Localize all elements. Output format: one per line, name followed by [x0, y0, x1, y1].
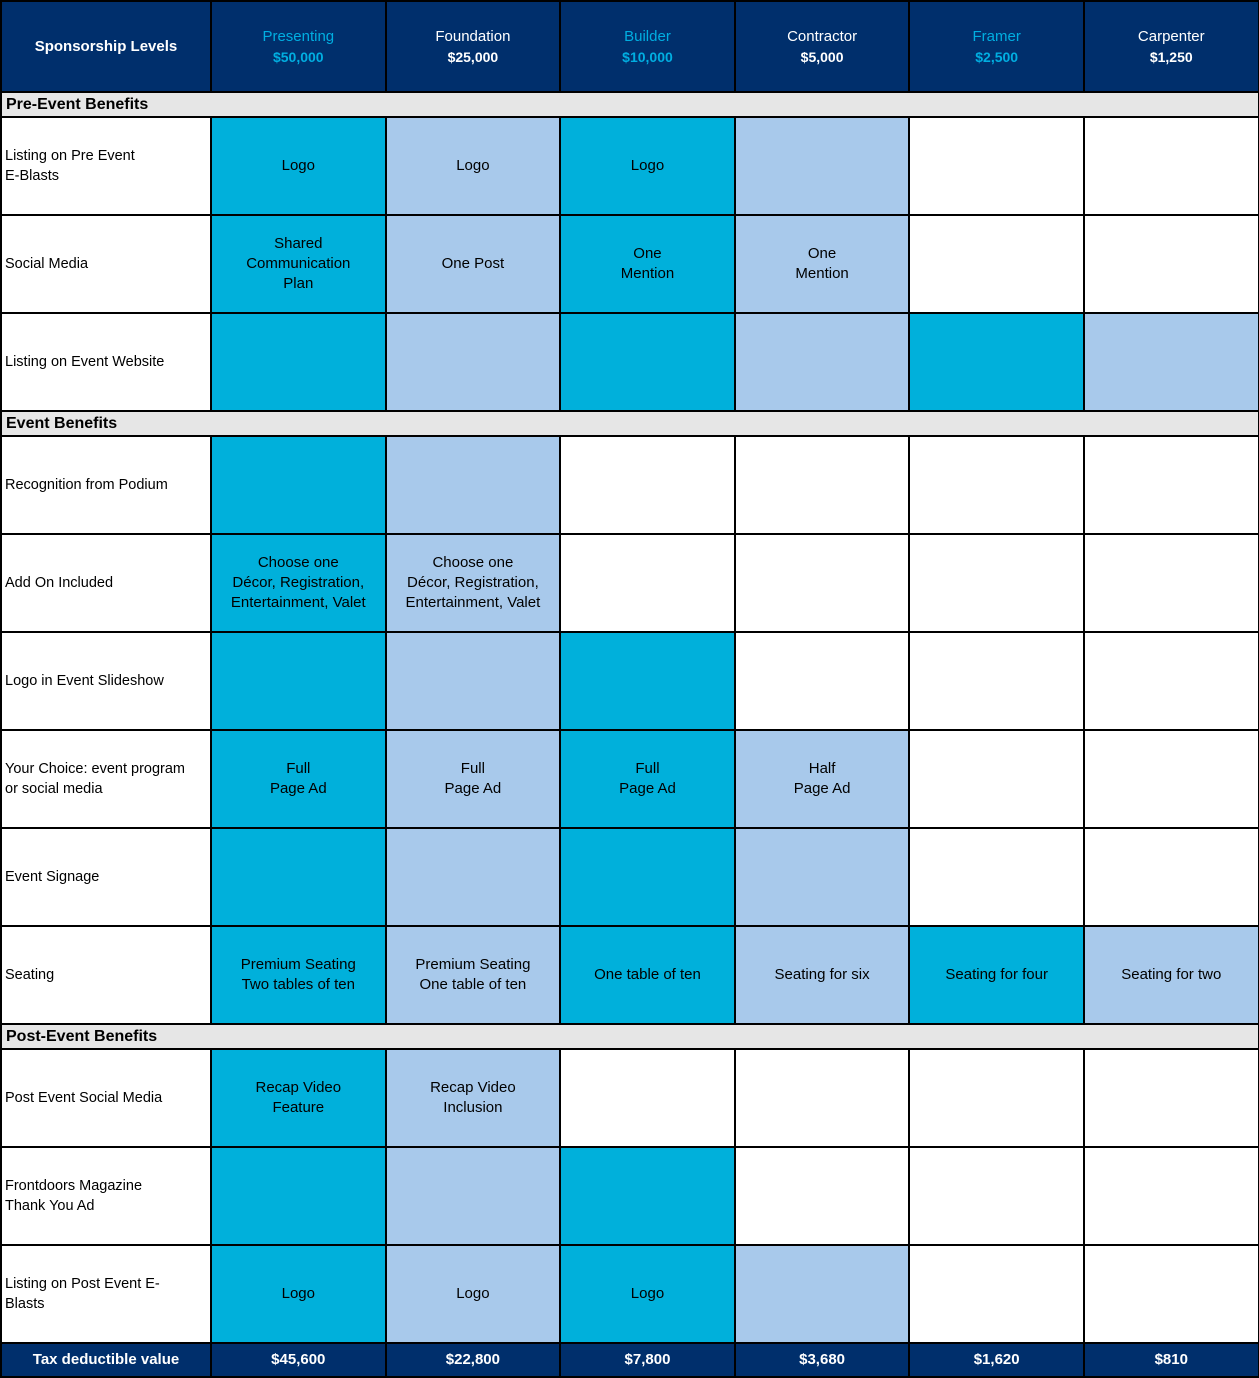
section-header-row: [1, 92, 1259, 117]
benefit-cell-builder: One table of ten: [560, 926, 735, 1024]
benefit-label: Event Signage: [1, 828, 211, 926]
benefit-cell-builder: [560, 632, 735, 730]
benefit-cell-foundation: [386, 436, 561, 534]
level-name: Foundation: [435, 27, 511, 45]
level-price: $10,000: [622, 48, 673, 65]
benefit-row: [1, 117, 1259, 215]
benefit-cell-carpenter: [1084, 117, 1259, 215]
benefit-row: [1, 313, 1259, 411]
benefit-row: [1, 926, 1259, 1024]
level-price: $50,000: [272, 48, 324, 65]
benefit-cell-framer: [909, 828, 1084, 926]
benefit-cell-contractor: [735, 436, 910, 534]
benefit-row: [1, 1049, 1259, 1147]
benefit-cell-builder: Logo: [560, 1245, 735, 1343]
benefit-row: [1, 828, 1259, 926]
benefit-cell-carpenter: Seating for two: [1084, 926, 1259, 1024]
benefit-row: [1, 1147, 1259, 1245]
benefit-cell-foundation: [386, 632, 561, 730]
benefit-row: [1, 436, 1259, 534]
benefit-label: Add On Included: [1, 534, 211, 632]
benefit-cell-framer: [909, 534, 1084, 632]
benefit-label: Listing on Post Event E- Blasts: [1, 1245, 211, 1343]
benefit-label: Post Event Social Media: [1, 1049, 211, 1147]
benefit-cell-foundation: [386, 828, 561, 926]
benefit-cell-builder: [560, 1049, 735, 1147]
sponsorship-table-body: [1, 1, 1259, 1377]
benefit-cell-builder: [560, 436, 735, 534]
benefit-cell-foundation: Logo: [386, 117, 561, 215]
benefit-cell-builder: Full Page Ad: [560, 730, 735, 828]
tax-value-builder: $7,800: [560, 1343, 735, 1377]
benefit-cell-builder: [560, 828, 735, 926]
benefit-cell-foundation: [386, 1147, 561, 1245]
benefit-cell-framer: [909, 1245, 1084, 1343]
level-header-carpenter: [1084, 1, 1259, 92]
tax-deductible-row: [1, 1343, 1259, 1377]
benefit-cell-contractor: One Mention: [735, 215, 910, 313]
benefit-cell-builder: One Mention: [560, 215, 735, 313]
benefit-cell-carpenter: [1084, 436, 1259, 534]
level-price: $2,500: [975, 48, 1019, 65]
tax-value-foundation: $22,800: [386, 1343, 561, 1377]
benefit-cell-foundation: Logo: [386, 1245, 561, 1343]
benefit-cell-foundation: Recap Video Inclusion: [386, 1049, 561, 1147]
level-price: $25,000: [447, 48, 499, 65]
benefit-cell-framer: [909, 117, 1084, 215]
benefit-cell-foundation: Premium Seating One table of ten: [386, 926, 561, 1024]
tax-value-carpenter: $810: [1084, 1343, 1259, 1377]
benefit-cell-carpenter: [1084, 730, 1259, 828]
benefit-cell-carpenter: [1084, 534, 1259, 632]
level-name: Presenting: [262, 27, 335, 45]
benefit-cell-carpenter: [1084, 828, 1259, 926]
benefit-cell-framer: [909, 632, 1084, 730]
benefit-cell-presenting: Recap Video Feature: [211, 1049, 386, 1147]
section-title: Event Benefits: [1, 411, 1259, 436]
benefit-cell-contractor: [735, 313, 910, 411]
benefit-cell-contractor: Half Page Ad: [735, 730, 910, 828]
benefit-cell-contractor: [735, 632, 910, 730]
section-header-row: [1, 1024, 1259, 1049]
benefit-label: Recognition from Podium: [1, 436, 211, 534]
level-price: $1,250: [1149, 48, 1193, 65]
benefit-cell-presenting: Logo: [211, 1245, 386, 1343]
level-name: Carpenter: [1137, 27, 1205, 45]
level-header-foundation: [386, 1, 561, 92]
level-name: Contractor: [787, 27, 858, 45]
benefit-cell-contractor: Seating for six: [735, 926, 910, 1024]
benefit-cell-carpenter: [1084, 215, 1259, 313]
tax-deductible-label: Tax deductible value: [1, 1343, 211, 1377]
level-header-presenting: [211, 1, 386, 92]
benefit-cell-foundation: One Post: [386, 215, 561, 313]
benefit-label: Logo in Event Slideshow: [1, 632, 211, 730]
level-header-contractor: [735, 1, 910, 92]
level-name: Framer: [972, 27, 1021, 45]
benefit-cell-presenting: [211, 436, 386, 534]
benefit-cell-presenting: Full Page Ad: [211, 730, 386, 828]
benefit-row: [1, 215, 1259, 313]
benefit-row: [1, 632, 1259, 730]
benefit-cell-framer: [909, 1049, 1084, 1147]
benefit-cell-framer: [909, 1147, 1084, 1245]
benefit-label: Listing on Event Website: [1, 313, 211, 411]
sponsorship-levels-label: Sponsorship Levels: [1, 1, 211, 92]
benefit-cell-foundation: [386, 313, 561, 411]
level-header-builder: [560, 1, 735, 92]
benefit-cell-contractor: [735, 1049, 910, 1147]
benefit-cell-builder: Logo: [560, 117, 735, 215]
benefit-label: Frontdoors Magazine Thank You Ad: [1, 1147, 211, 1245]
benefit-cell-carpenter: [1084, 632, 1259, 730]
header-row: [1, 1, 1259, 92]
benefit-row: [1, 1245, 1259, 1343]
benefit-cell-presenting: [211, 313, 386, 411]
benefit-cell-contractor: [735, 828, 910, 926]
benefit-cell-framer: [909, 436, 1084, 534]
benefit-cell-builder: [560, 1147, 735, 1245]
benefit-cell-builder: [560, 534, 735, 632]
benefit-cell-contractor: [735, 1245, 910, 1343]
benefit-cell-carpenter: [1084, 1245, 1259, 1343]
benefit-cell-builder: [560, 313, 735, 411]
tax-value-presenting: $45,600: [211, 1343, 386, 1377]
level-name: Builder: [624, 27, 671, 45]
section-title: Post-Event Benefits: [1, 1024, 1259, 1049]
tax-value-contractor: $3,680: [735, 1343, 910, 1377]
benefit-label: Social Media: [1, 215, 211, 313]
benefit-cell-presenting: Premium Seating Two tables of ten: [211, 926, 386, 1024]
benefit-cell-foundation: Full Page Ad: [386, 730, 561, 828]
level-price: $5,000: [800, 48, 844, 65]
benefit-cell-framer: Seating for four: [909, 926, 1084, 1024]
benefit-cell-framer: [909, 215, 1084, 313]
benefit-label: Listing on Pre Event E-Blasts: [1, 117, 211, 215]
section-title: Pre-Event Benefits: [1, 92, 1259, 117]
benefit-cell-presenting: [211, 828, 386, 926]
benefit-cell-foundation: Choose one Décor, Registration, Entertainment, Valet: [386, 534, 561, 632]
benefit-cell-presenting: Shared Communication Plan: [211, 215, 386, 313]
section-header-row: [1, 411, 1259, 436]
benefit-row: [1, 534, 1259, 632]
benefit-cell-contractor: [735, 534, 910, 632]
tax-value-framer: $1,620: [909, 1343, 1084, 1377]
benefit-row: [1, 730, 1259, 828]
benefit-cell-carpenter: [1084, 1049, 1259, 1147]
benefit-cell-contractor: [735, 117, 910, 215]
benefit-cell-contractor: [735, 1147, 910, 1245]
benefit-cell-presenting: [211, 632, 386, 730]
level-header-framer: [909, 1, 1084, 92]
benefit-cell-framer: [909, 730, 1084, 828]
benefit-label: Your Choice: event program or social media: [1, 730, 211, 828]
benefit-cell-carpenter: [1084, 1147, 1259, 1245]
benefit-cell-carpenter: [1084, 313, 1259, 411]
benefit-label: Seating: [1, 926, 211, 1024]
benefit-cell-presenting: Choose one Décor, Registration, Entertainment, Valet: [211, 534, 386, 632]
benefit-cell-presenting: Logo: [211, 117, 386, 215]
benefit-cell-framer: [909, 313, 1084, 411]
benefit-cell-presenting: [211, 1147, 386, 1245]
